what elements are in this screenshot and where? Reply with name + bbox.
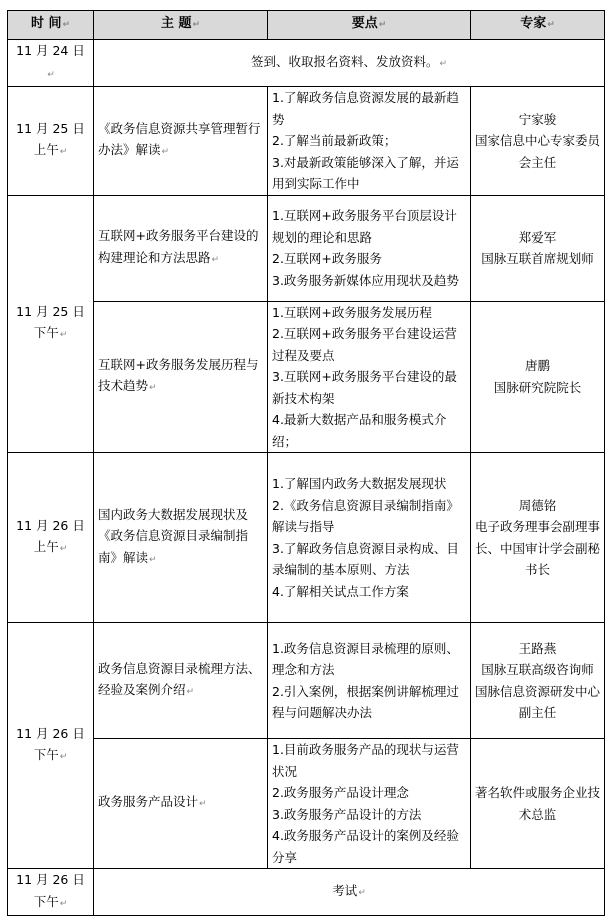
header-topic: 主 题 ↵ xyxy=(94,11,268,40)
time-cell: 11 月 24 日 ↵ xyxy=(8,40,94,87)
expert-cell: 王路燕 国脉互联高级咨询师 国脉信息资源研发中心副主任 xyxy=(471,623,605,739)
topic-cell: 《政务信息资源共享管理暂行办法》解读 ↵ xyxy=(94,87,268,196)
table-row xyxy=(8,623,605,739)
topic-cell: 互联网+政务服务发展历程与技术趋势 ↵ xyxy=(94,301,268,453)
points-cell: 1.了解政务信息资源发展的最新趋势 2.了解当前最新政策； 3.对最新政策能够深入了解，并运用到实际工作中 xyxy=(268,87,471,196)
table-row xyxy=(8,40,605,87)
table-row xyxy=(8,87,605,196)
header-row xyxy=(8,11,605,40)
expert-cell: 周德铭 电子政务理事会副理事长、中国审计学会副秘书长 xyxy=(471,453,605,623)
header-points: 要点 ↵ xyxy=(268,11,471,40)
points-cell: 1.互联网+政务服务发展历程 2.互联网+政务服务平台建设运营过程及要点 3.互联网+政务服务平台建设的最新技术构架 4.最新大数据产品和服务模式介绍； xyxy=(268,301,471,453)
time-cell: 11 月 26 日 上午 ↵ xyxy=(8,453,94,623)
topic-cell: 国内政务大数据发展现状及《政务信息资源目录编制指南》解读 ↵ xyxy=(94,453,268,623)
points-cell: 1.了解国内政务大数据发展现状 2.《政务信息资源目录编制指南》解读与指导 3.了解政务信息资源目录构成、目录编制的基本原则、方法 4.了解相关试点工作方案 xyxy=(268,453,471,623)
table-row xyxy=(8,301,605,453)
time-cell: 11 月 25 日 上午 ↵ xyxy=(8,87,94,196)
registration-cell: 签到、收取报名资料、发放资料。 ↵ xyxy=(94,40,605,87)
expert-cell: 宁家骏 国家信息中心专家委员会主任 xyxy=(471,87,605,196)
topic-cell: 政务服务产品设计 ↵ xyxy=(94,739,268,869)
topic-cell: 政务信息资源目录梳理方法、经验及案例介绍 ↵ xyxy=(94,623,268,739)
schedule-table xyxy=(7,10,605,916)
table-row xyxy=(8,869,605,916)
points-cell: 1.互联网+政务服务平台顶层设计规划的理论和思路 2.互联网+政务服务 3.政务服务新媒体应用现状及趋势 xyxy=(268,195,471,301)
header-time: 时 间 ↵ xyxy=(8,11,94,40)
time-cell: 11 月 25 日 下午 ↵ xyxy=(8,195,94,453)
header-expert: 专家 ↵ xyxy=(471,11,605,40)
table-row xyxy=(8,195,605,301)
expert-cell: 著名软件或服务企业技术总监 xyxy=(471,739,605,869)
points-cell: 1.目前政务服务产品的现状与运营状况 2.政务服务产品设计理念 3.政务服务产品设计的方法 4.政务服务产品设计的案例及经验分享 xyxy=(268,739,471,869)
expert-cell: 郑爱军 国脉互联首席规划师 xyxy=(471,195,605,301)
expert-cell: 唐鹏 国脉研究院院长 xyxy=(471,301,605,453)
topic-cell: 互联网+政务服务平台建设的构建理论和方法思路 ↵ xyxy=(94,195,268,301)
points-cell: 1.政务信息资源目录梳理的原则、理念和方法 2.引入案例，根据案例讲解梳理过程与问题解决办法 xyxy=(268,623,471,739)
table-row xyxy=(8,739,605,869)
table-row xyxy=(8,453,605,623)
time-cell: 11 月 26 日 下午 ↵ xyxy=(8,623,94,869)
exam-cell: 考试 ↵ xyxy=(94,869,605,916)
time-cell: 11 月 26 日 下午 ↵ xyxy=(8,869,94,916)
